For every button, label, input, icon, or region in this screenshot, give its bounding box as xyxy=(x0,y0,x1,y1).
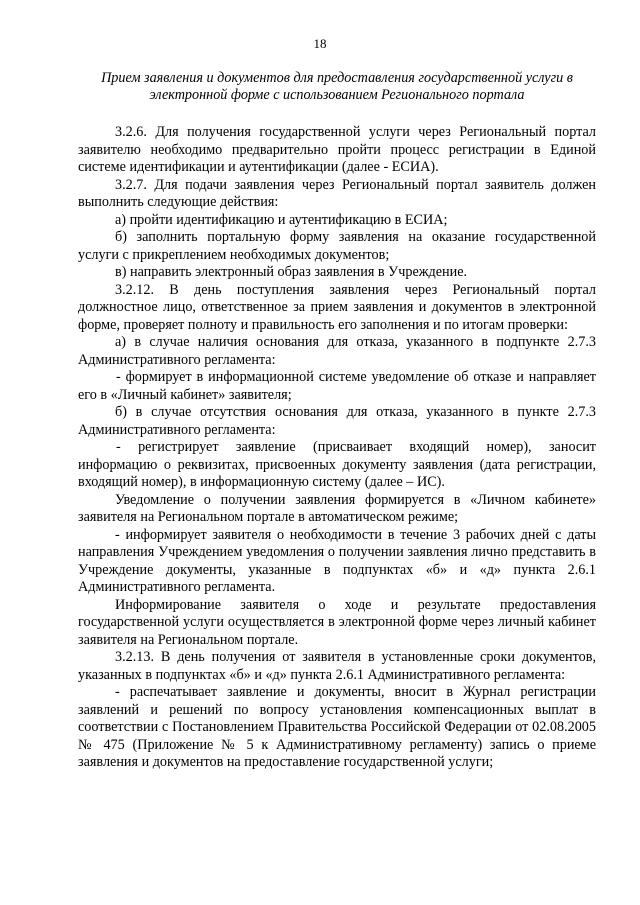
action-print-and-register: - распечатывает заявление и документы, вносит в Журнал регистрации заявлений и решений по вопросу установления компенсационных выплат в соответствии с Постановлением Правительства Российской Федерации от 02.08.2005 № 475 (Приложение № 5 к Административному регламенту) запись о приеме заявления и документов на предоставление государственной услуги; xyxy=(78,684,596,770)
list-item-b: б) заполнить портальную форму заявления на оказание государственной услуги с прикреплением необходимых документов; xyxy=(78,229,596,263)
section-heading: Прием заявления и документов для предоставления государственной услуги в электронной форме с использованием Регионального портала xyxy=(101,70,573,103)
list-item-v: в) направить электронный образ заявления в Учреждение. xyxy=(115,264,468,280)
action-register-application: - регистрирует заявление (присваивает входящий номер), заносит информацию о реквизитах, присвоенных документу заявления (дата регистрации, входящий номер), в информационную систему (далее – ИС). xyxy=(78,439,596,490)
case-refusal-grounds: а) в случае наличия основания для отказа, указанного в подпункте 2.7.3 Административного регламента: xyxy=(78,334,596,368)
action-inform-applicant: - информирует заявителя о необходимости в течение 3 рабочих дней с даты направления Учреждением уведомления о получении заявления лично представить в Учреждение документы, указанные в подпунктах «б» и «д» пункта 2.6.1 Административного регламента. xyxy=(78,526,596,595)
paragraph-3-2-12: 3.2.12. В день поступления заявления через Региональный портал должностное лицо, ответственное за прием заявления и документов в электронной форме, проверяет полноту и правильность его заполнения и по итогам проверки: xyxy=(78,281,596,333)
action-form-refusal-notice: - формирует в информационной системе уведомление об отказе и направляет его в «Личный кабинет» заявителя; xyxy=(78,369,596,403)
notice-personal-cabinet: Уведомление о получении заявления формируется в «Личном кабинете» заявителя на Региональном портале в автоматическом режиме; xyxy=(78,491,596,525)
list-item-a: а) пройти идентификацию и аутентификацию в ЕСИА; xyxy=(115,211,448,228)
page-number: 18 xyxy=(313,36,327,51)
paragraph-informing: Информирование заявителя о ходе и результате предоставления государственной услуги осуществляется в электронной форме через личный кабинет заявителя на Региональном портале. xyxy=(78,596,596,648)
paragraph-3-2-6: 3.2.6. Для получения государственной услуги через Региональный портал заявителю необходимо предварительно пройти процесс регистрации в Единой системе идентификации и аутентификации (далее - ЕСИА). xyxy=(78,124,596,175)
case-no-refusal-grounds: б) в случае отсутствия основания для отказа, указанного в пункте 2.7.3 Административного регламента: xyxy=(78,404,596,438)
paragraph-3-2-13: 3.2.13. В день получения от заявителя в установленные сроки документов, указанных в подпунктах «б» и «д» пункта 2.6.1 Административного регламента: xyxy=(78,649,596,683)
document-body xyxy=(78,124,596,772)
paragraph-3-2-7: 3.2.7. Для подачи заявления через Региональный портал заявитель должен выполнить следующие действия: xyxy=(78,176,596,210)
